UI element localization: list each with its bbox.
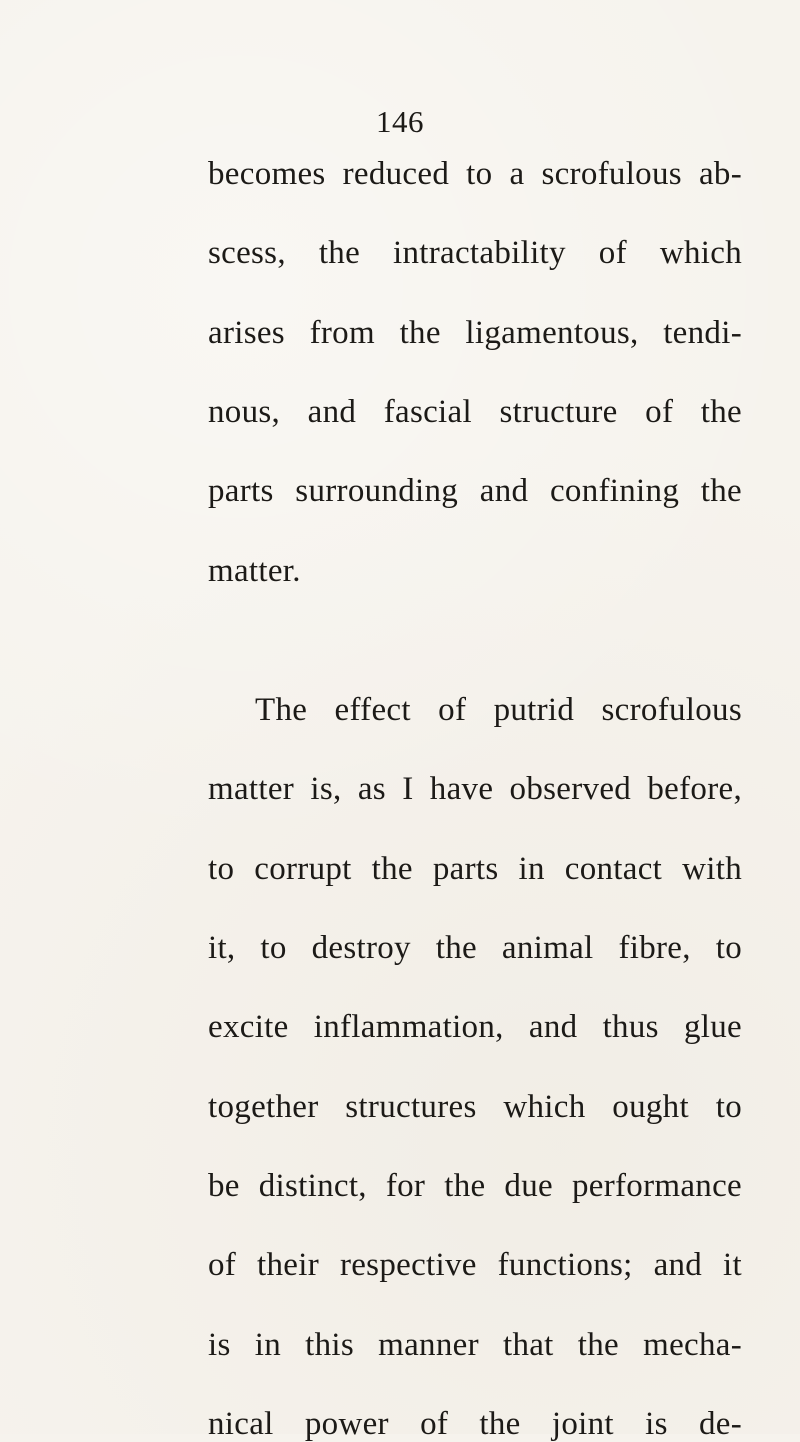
text-line-16: nical power of the joint is de-	[208, 1406, 742, 1442]
text-line-7: The effect of putrid scrofulous	[255, 692, 742, 728]
text-line-6: matter.	[208, 553, 301, 589]
text-line-8: matter is, as I have observed before,	[208, 771, 742, 807]
text-line-13: be distinct, for the due performance	[208, 1168, 742, 1204]
text-line-15: is in this manner that the mecha-	[208, 1327, 742, 1363]
text-line-10: it, to destroy the animal fibre, to	[208, 930, 742, 966]
text-line-1: becomes reduced to a scrofulous ab-	[208, 156, 742, 192]
text-line-14: of their respective functions; and it	[208, 1247, 742, 1283]
text-line-2: scess, the intractability of which	[208, 235, 742, 271]
text-line-9: to corrupt the parts in contact with	[208, 851, 742, 887]
page-number: 146	[376, 104, 424, 139]
text-line-11: excite inflammation, and thus glue	[208, 1009, 742, 1045]
text-line-12: together structures which ought to	[208, 1089, 742, 1125]
text-line-4: nous, and fascial structure of the	[208, 394, 742, 430]
text-line-3: arises from the ligamentous, tendi-	[208, 315, 742, 351]
text-line-5: parts surrounding and confining the	[208, 473, 742, 509]
